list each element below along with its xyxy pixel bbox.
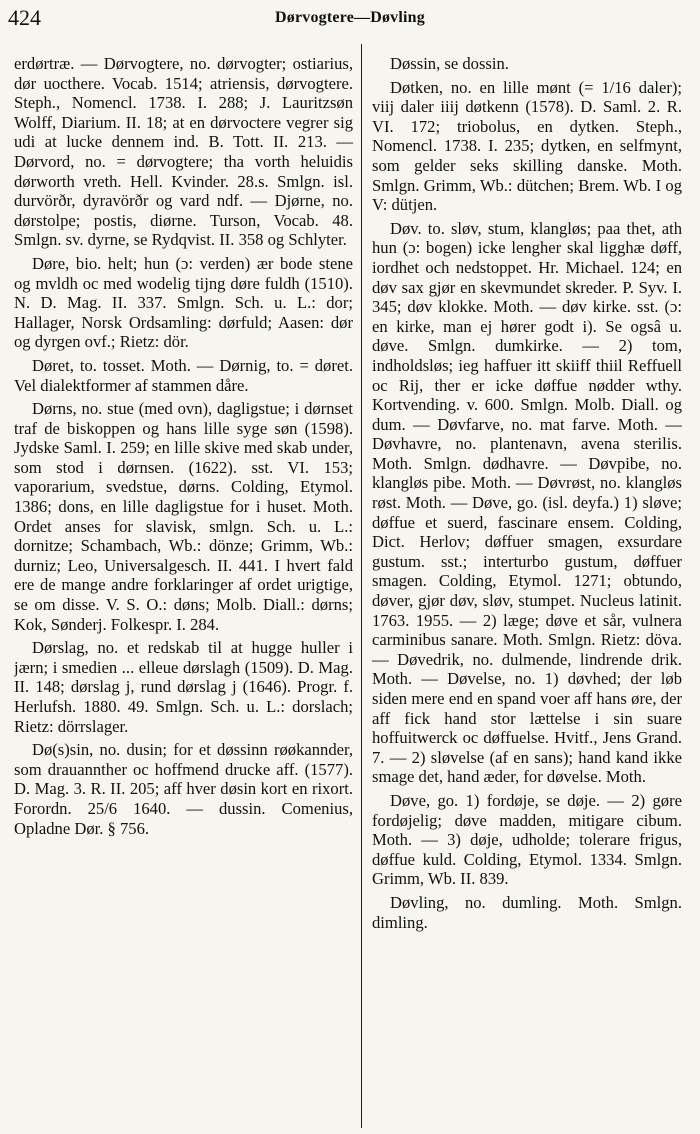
running-title: Dørvogtere—Døvling	[275, 9, 425, 26]
entry-dov: Døv. to. sløv, stum, klangløs; paa thet, ath hun (ɔ: bogen) icke lengher skal ligghæ døff, iordhet och nedstoppet. Hr. Michael. 124; en døv sax gjør en skevmundet skreder. P. Syv. I. 345; døv klokke. Moth. — døv kirke. sst. (ɔ: en kirke, man ej hører godt i). Se ogsâ u. døve. Smlgn. dumkirke. — 2) tom, indholdsløs; ieg haffuer itt skiiff thiil Reffuell oc Rij, ther er icke døffue nødder wthy. Kortvending. v. 600. Smlgn. Molb. Diall. og dum. — Døvfarve, no. mat farve. Moth. — Døvhavre, no. plantenavn, avena sterilis. Moth. Smlgn. dødhavre. — Døvpibe, no. klangløs pibe. Moth. — Døvrøst, no. klangløs røst. Moth. — Døve, go. (isl. deyfa.) 1) sløve; døffue et suerd, fascinare ensem. Colding, Dict. Herlov; døffuer smagen, exsurdare gustum. sst.; interturbo gustum, døffuer smagen. Colding, Etymol. 1271; obtundo, døver, gjør døv, sløv, stumpet. Nucleus latinit. 1763. 1955. — 2) læge; døve et sår, vulnera carminibus sanare. Moth. Smlgn. Rietz: döva. — Døvedrik, no. dulmende, lindrende drik. Moth. — Døvelse, no. 1) døvhed; der løb siden mere end en spand voer aff hans øre, der aff fick hand stor lættelse i sin suare hoffuitwerck oc døffuelse. Hvitf., Jens Grand. 7. — 2) sløvelse (af en sans); hand kand ikke smage det, hand æder, for døvelse. Moth.	[372, 218, 682, 787]
entry-dossin-ref: Døssin, se dossin.	[390, 54, 509, 73]
text-columns	[14, 54, 690, 1128]
entry-dotken: Døtken, no. en lille mønt (= 1/16 daler); viij daler iiij døtkenn (1578). D. Saml. 2. R. VI. 172; triobolus, en dytken. Steph., Nomencl. 1738. I. 235; dytken, en selfmynt, som gelder seks skilling danske. Moth. Smlgn. Grimm, Wb.: dütchen; Brem. Wb. I og V: dütjen.	[372, 77, 682, 215]
entry-dovling: Døvling, no. dumling. Moth. Smlgn. dimling.	[372, 892, 682, 932]
entry-dorns: Dørns, no. stue (med ovn), dagligstue; i dørnset traf de biskoppen og hans lille syge søn (1598). Jydske Saml. I. 259; en lille skive med skab under, som stod i dørnsen. (1622). sst. VI. 153; vaporarium, svedstue, dørns. Colding, Etymol. 1386; dons, en lille dagligstue for i huset. Moth. Ordet anses for slavisk, smlgn. Sch. u. L.: dornitze; Schambach, Wb.: dönze; Grimm, Wb.: durniz; Leo, Universalgesch. II. 441. I hvert fald ere de mange andre forklaringer af ordet urigtige, se om disse. V. S. O.: døns; Molb. Diall.: dørns; Kok, Sønderj. Folkespr. I. 284.	[14, 399, 353, 634]
page-number: 424	[8, 5, 41, 30]
entry-dorvogtere: erdørtræ. — Dørvogtere, no. dørvogter; ostiarius, dør uocthere. Vocab. 1514; atriensis, dørvogtere. Steph., Nomencl. 1738. I. 288; J. Lauritzsøn Wolff, Diarium. II. 18; at en dørvoctere vegrer sig udi at lucke dennem ind. B. Tott. II. 213. — Dørvord, no. = dørvogtere; tha vorth heluidis dørworth vreth. Hell. Kvinder. 28.s. Smlgn. isl. durvörðr, dyravörðr og vard ndf. — Djørne, no. dørstolpe; postis, diørne. Turson, Vocab. 48. Smlgn. sv. dyrne, se Rydqvist. II. 358 og Schlyter.	[14, 54, 353, 250]
entry-dove: Døve, go. 1) fordøje, se døje. — 2) gøre fordøjelig; døve madden, mitigare cibum. Moth. — 3) døje, udholde; tolerare frigus, døffue kuld. Colding, Etymol. 1334. Smlgn. Grimm, Wb. II. 839.	[372, 790, 682, 889]
entry-dore: Døre, bio. helt; hun (ɔ: verden) ær bode stene og mvldh oc med wodelig tijng døre fuldh (1510). N. D. Mag. II. 337. Smlgn. Sch. u. L.: dor; Hallager, Norsk Ordsamling: dørfuld; Aasen: dør og dyrgen ovf.; Rietz: dör.	[14, 253, 353, 352]
right-column	[362, 54, 682, 1128]
entry-dorslag: Dørslag, no. et redskab til at hugge huller i jærn; i smedien ... elleue dørslagh (1509). D. Mag. II. 148; dørslag j, rund dørslag j (1646). Progr. f. Herlufsh. 1880. 49. Smlgn. Sch. u. L.: dorslach; Rietz: dörrslager.	[14, 638, 353, 736]
entry-doret: Døret, to. tosset. Moth. — Dørnig, to. = døret. Vel dialektformer af stammen dåre.	[14, 355, 353, 395]
entry-dossin: Dø(s)sin, no. dusin; for et døssinn røøkannder, som drauannther oc hoffmend drucke aff. (1577). D. Mag. 3. R. II. 205; aff hver døsin kort en rixort. Forordn. 25/6 1640. — dussin. Comenius, Opladne Dør. § 756.	[14, 740, 353, 838]
left-column	[14, 54, 361, 1128]
page-header	[8, 0, 692, 36]
